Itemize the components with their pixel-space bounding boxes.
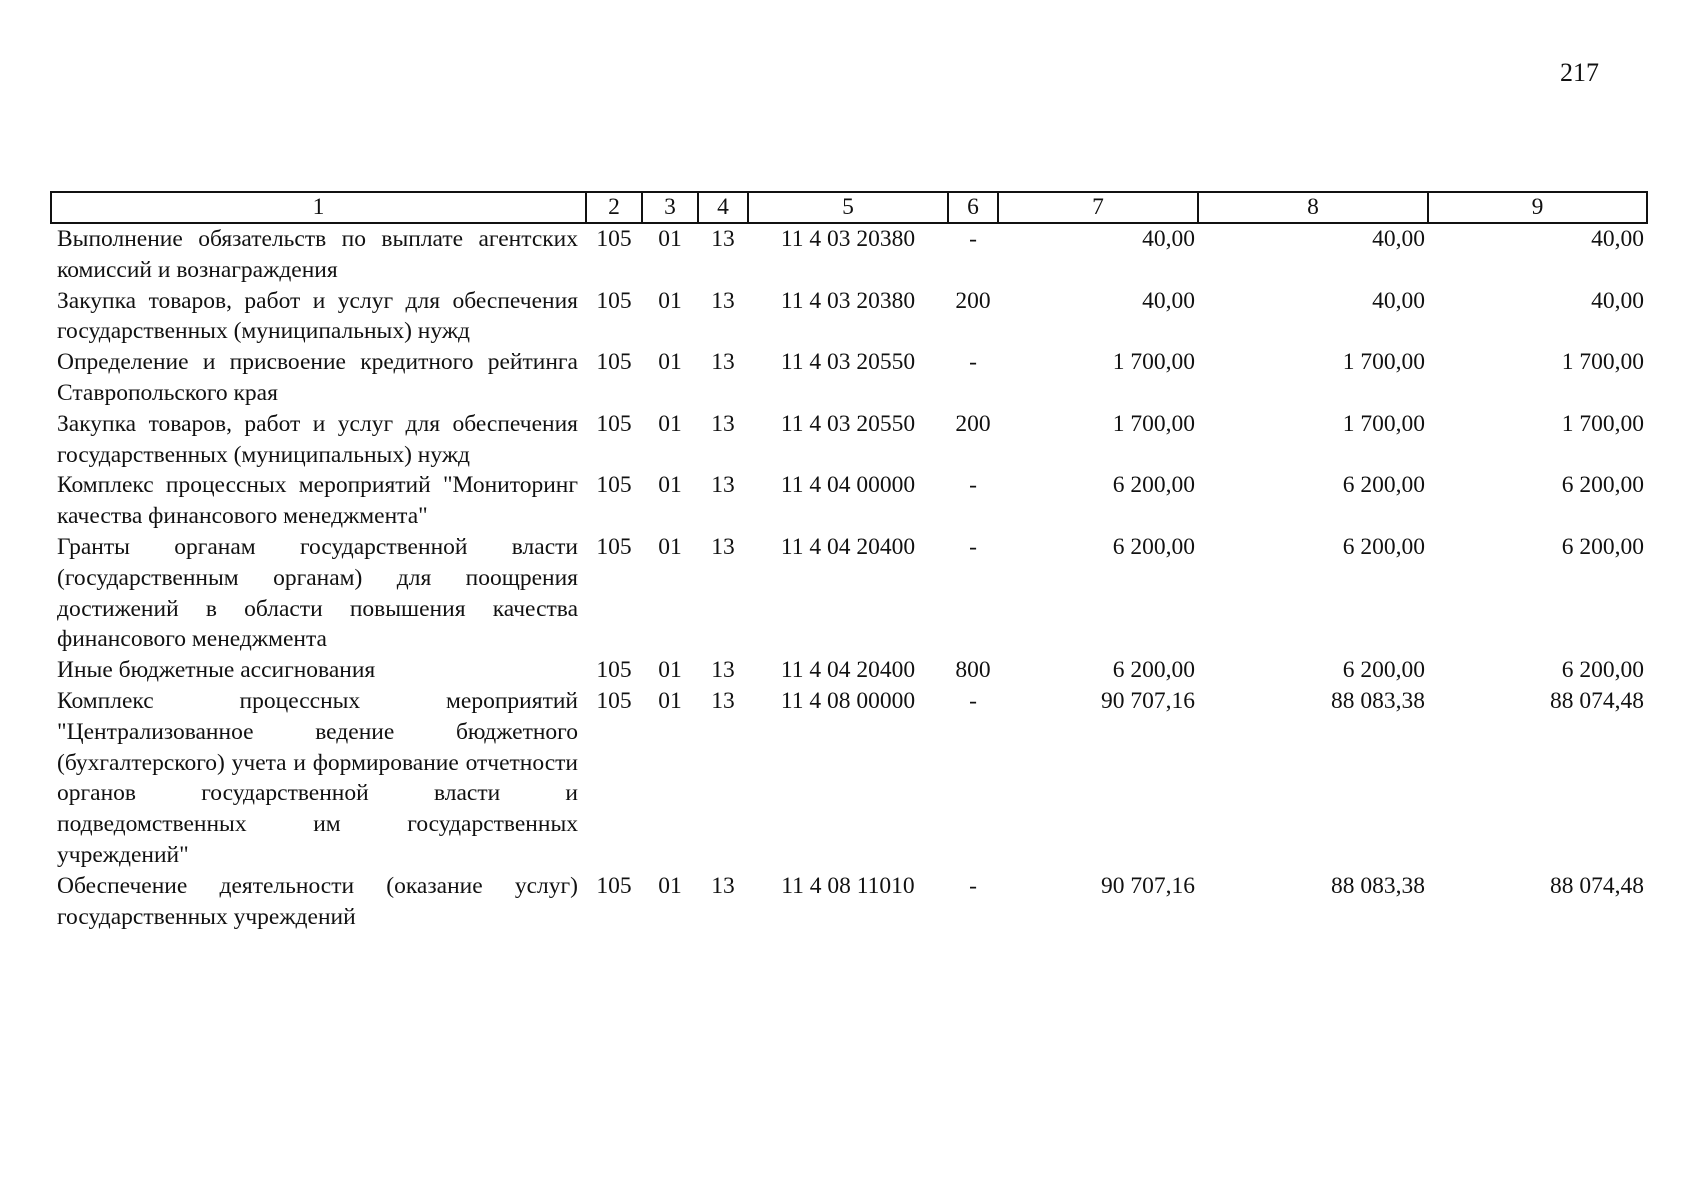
table-row	[51, 470, 1647, 532]
col-header-6: 6	[948, 192, 998, 223]
cell-col-6: -	[969, 687, 977, 714]
table-row	[51, 286, 1647, 348]
budget-table	[50, 191, 1648, 932]
cell-col-8: 1 700,00	[1342, 349, 1425, 376]
cell-col-2: 105	[596, 657, 632, 684]
cell-col-3: 01	[658, 872, 682, 899]
col-header-8: 8	[1198, 192, 1428, 223]
cell-col-3: 01	[658, 657, 682, 684]
cell-col-6: -	[969, 226, 977, 252]
cell-col-8: 40,00	[1372, 226, 1425, 252]
cell-col-5: 11 4 03 20550	[780, 410, 916, 437]
cell-col-7: 6 200,00	[1112, 533, 1195, 560]
cell-col-3: 01	[658, 472, 682, 499]
cell-col-6: 200	[955, 410, 991, 437]
table-row	[51, 532, 1647, 655]
cell-col-6: 800	[955, 657, 991, 684]
cell-col-5: 11 4 08 11010	[781, 872, 915, 899]
cell-col-2: 105	[596, 226, 632, 252]
cell-col-7: 6 200,00	[1112, 657, 1195, 684]
cell-col-3: 01	[658, 533, 682, 560]
cell-col-7: 6 200,00	[1112, 472, 1195, 499]
row-name: Определение и присвоение кредитного рейтинга Ставропольского края	[57, 349, 578, 406]
cell-col-4: 13	[711, 349, 735, 376]
cell-col-2: 105	[596, 872, 632, 899]
table-row	[51, 655, 1647, 686]
cell-col-9: 1 700,00	[1561, 349, 1644, 376]
cell-col-7: 90 707,16	[1101, 872, 1195, 899]
table-row	[51, 871, 1647, 933]
cell-col-4: 13	[711, 872, 735, 899]
cell-col-5: 11 4 03 20380	[780, 287, 916, 314]
table-row	[51, 223, 1647, 286]
row-name: Иные бюджетные ассигнования	[57, 657, 376, 684]
cell-col-4: 13	[711, 657, 735, 684]
cell-col-4: 13	[711, 287, 735, 314]
col-header-4: 4	[698, 192, 748, 223]
cell-col-8: 88 083,38	[1331, 872, 1425, 899]
cell-col-4: 13	[711, 410, 735, 437]
table-row	[51, 686, 1647, 871]
col-header-7: 7	[998, 192, 1198, 223]
cell-col-2: 105	[596, 472, 632, 499]
cell-col-5: 11 4 04 20400	[780, 657, 916, 684]
cell-col-5: 11 4 04 00000	[780, 472, 916, 499]
cell-col-4: 13	[711, 226, 735, 252]
cell-col-9: 88 074,48	[1550, 687, 1644, 714]
cell-col-6: -	[969, 533, 977, 560]
cell-col-9: 6 200,00	[1561, 657, 1644, 684]
cell-col-6: -	[969, 349, 977, 376]
cell-col-6: 200	[955, 287, 991, 314]
cell-col-8: 40,00	[1372, 287, 1425, 314]
col-header-9: 9	[1428, 192, 1647, 223]
cell-col-2: 105	[596, 687, 632, 714]
cell-col-2: 105	[596, 533, 632, 560]
cell-col-8: 6 200,00	[1342, 472, 1425, 499]
cell-col-5: 11 4 03 20380	[780, 226, 916, 252]
row-name: Закупка товаров, работ и услуг для обеспечения государственных (муниципальных) нужд	[57, 287, 578, 345]
cell-col-8: 88 083,38	[1331, 687, 1425, 714]
col-header-1: 1	[51, 192, 586, 223]
cell-col-3: 01	[658, 287, 682, 314]
cell-col-9: 6 200,00	[1561, 533, 1644, 560]
col-header-5: 5	[748, 192, 948, 223]
cell-col-7: 40,00	[1142, 287, 1195, 314]
header-row	[51, 192, 1647, 223]
cell-col-9: 1 700,00	[1561, 410, 1644, 437]
cell-col-5: 11 4 03 20550	[780, 349, 916, 376]
cell-col-2: 105	[596, 287, 632, 314]
cell-col-7: 1 700,00	[1112, 410, 1195, 437]
cell-col-9: 88 074,48	[1550, 872, 1644, 899]
cell-col-9: 40,00	[1591, 226, 1644, 252]
row-name: Комплекс процессных мероприятий "Централизованное ведение бюджетного (бухгалтерского) учета и формирование отчетности органов государственной власти и подведомственных им государственных учреждений"	[57, 687, 578, 868]
row-name: Гранты органам государственной власти (государственным органам) для поощрения достижений в области повышения качества финансового менеджмента	[57, 533, 578, 653]
cell-col-9: 40,00	[1591, 287, 1644, 314]
table-row	[51, 409, 1647, 471]
page-number: 217	[1560, 58, 1599, 87]
cell-col-2: 105	[596, 349, 632, 376]
row-name: Обеспечение деятельности (оказание услуг) государственных учреждений	[57, 872, 578, 930]
cell-col-2: 105	[596, 410, 632, 437]
cell-col-6: -	[969, 472, 977, 499]
row-name: Комплекс процессных мероприятий "Мониторинг качества финансового менеджмента"	[57, 472, 578, 530]
row-name: Закупка товаров, работ и услуг для обеспечения государственных (муниципальных) нужд	[57, 410, 578, 468]
cell-col-3: 01	[658, 226, 682, 252]
cell-col-6: -	[969, 872, 977, 899]
col-header-2: 2	[586, 192, 642, 223]
col-header-3: 3	[642, 192, 698, 223]
cell-col-4: 13	[711, 533, 735, 560]
cell-col-3: 01	[658, 687, 682, 714]
cell-col-4: 13	[711, 687, 735, 714]
cell-col-3: 01	[658, 349, 682, 376]
cell-col-8: 1 700,00	[1342, 410, 1425, 437]
cell-col-3: 01	[658, 410, 682, 437]
row-name: Выполнение обязательств по выплате агентских комиссий и вознаграждения	[57, 226, 578, 283]
cell-col-5: 11 4 04 20400	[780, 533, 916, 560]
table-row	[51, 347, 1647, 409]
cell-col-4: 13	[711, 472, 735, 499]
cell-col-8: 6 200,00	[1342, 533, 1425, 560]
cell-col-7: 1 700,00	[1112, 349, 1195, 376]
cell-col-7: 90 707,16	[1101, 687, 1195, 714]
cell-col-7: 40,00	[1142, 226, 1195, 252]
cell-col-8: 6 200,00	[1342, 657, 1425, 684]
cell-col-5: 11 4 08 00000	[780, 687, 916, 714]
cell-col-9: 6 200,00	[1561, 472, 1644, 499]
